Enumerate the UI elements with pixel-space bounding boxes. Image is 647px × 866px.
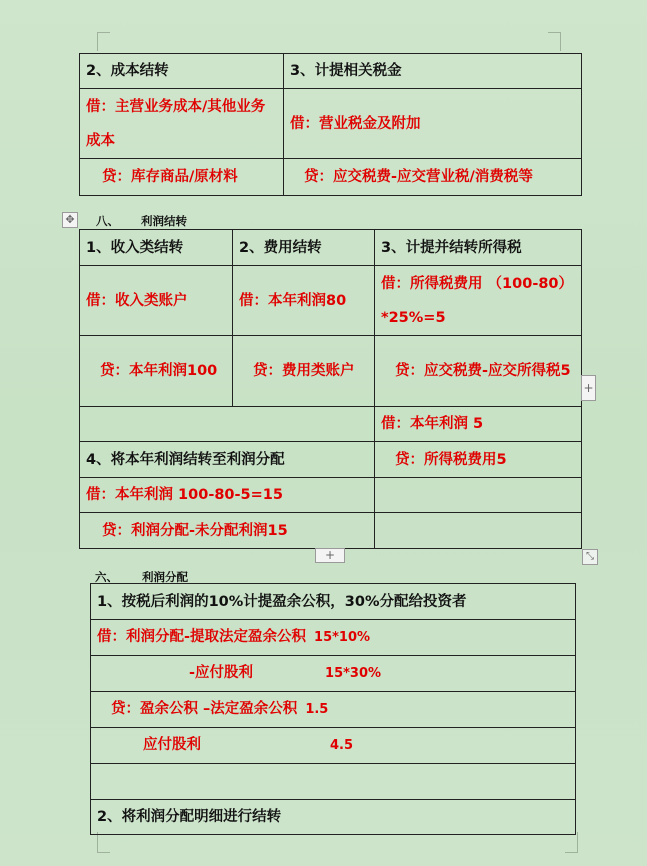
table-cell[interactable]: 1、收入类结转 [80, 230, 233, 266]
cost-transfer-table [79, 53, 582, 196]
section-title: 利润分配 [142, 570, 188, 584]
table-cell[interactable] [375, 513, 582, 549]
table-cell[interactable]: 2、将利润分配明细进行结转 [91, 800, 576, 835]
table-cell[interactable]: 3、计提并结转所得税 [375, 230, 582, 266]
section-number: 八、 [96, 214, 119, 228]
table-cell[interactable] [91, 764, 576, 800]
table-cell[interactable]: 贷：所得税费用5 [375, 442, 582, 478]
table-cell[interactable]: 借：营业税金及附加 [284, 89, 582, 159]
table-cell[interactable] [80, 407, 375, 442]
table-cell[interactable]: 借：所得税费用 （100-80）*25%=5 [375, 266, 582, 336]
table-cell[interactable]: 1、按税后利润的10%计提盈余公积，30%分配给投资者 [91, 584, 576, 620]
table-cell[interactable] [91, 728, 576, 764]
table-cell[interactable]: 4、将本年利润结转至利润分配 [80, 442, 375, 478]
table-cell[interactable] [91, 620, 576, 656]
table-cell[interactable]: 借：收入类账户 [80, 266, 233, 336]
add-column-button[interactable]: + [581, 375, 596, 401]
page-corner-mark [548, 32, 561, 51]
credit-label: 贷：盈余公积 –法定盈余公积 [111, 701, 298, 717]
table-resize-handle-icon[interactable]: ⤡ [582, 549, 598, 565]
page-corner-mark [97, 832, 110, 853]
table-cell[interactable] [91, 692, 576, 728]
section-heading-8 [96, 213, 187, 229]
formula: 15*30% [325, 666, 382, 681]
amount: 1.5 [305, 702, 329, 717]
debit-label: 借：利润分配-提取法定盈余公积 [97, 629, 307, 645]
table-cell[interactable] [91, 656, 576, 692]
page-corner-mark [97, 32, 110, 51]
table-cell[interactable]: 贷：本年利润100 [80, 336, 233, 407]
table-cell[interactable]: 贷：利润分配-未分配利润15 [80, 513, 375, 549]
table-cell[interactable]: 借：主营业务成本/其他业务成本 [80, 89, 284, 159]
section-number: 六、 [95, 570, 118, 584]
table-cell[interactable] [375, 478, 582, 513]
table-cell[interactable]: 贷：费用类账户 [233, 336, 375, 407]
profit-distribution-table [90, 583, 576, 835]
table-cell[interactable]: 2、成本结转 [80, 54, 284, 89]
table-cell[interactable]: 借：本年利润 100-80-5=15 [80, 478, 375, 513]
formula: 15*10% [314, 630, 371, 645]
table-cell[interactable]: 贷：库存商品/原材料 [80, 159, 284, 196]
table-cell[interactable]: 贷：应交税费-应交所得税5 [375, 336, 582, 407]
table-cell[interactable]: 3、计提相关税金 [284, 54, 582, 89]
table-cell[interactable]: 借：本年利润 5 [375, 407, 582, 442]
add-row-button[interactable]: + [315, 548, 345, 563]
amount: 4.5 [330, 738, 354, 753]
credit-label: 应付股利 [143, 737, 201, 753]
table-cell[interactable]: 2、费用结转 [233, 230, 375, 266]
table-move-handle-icon[interactable]: ✥ [62, 212, 78, 228]
debit-label: -应付股利 [189, 665, 254, 681]
profit-transfer-table [79, 229, 582, 549]
table-cell[interactable]: 贷：应交税费-应交营业税/消费税等 [284, 159, 582, 196]
page-corner-mark [565, 832, 578, 853]
section-title: 利润结转 [141, 214, 187, 228]
table-cell[interactable]: 借：本年利润80 [233, 266, 375, 336]
